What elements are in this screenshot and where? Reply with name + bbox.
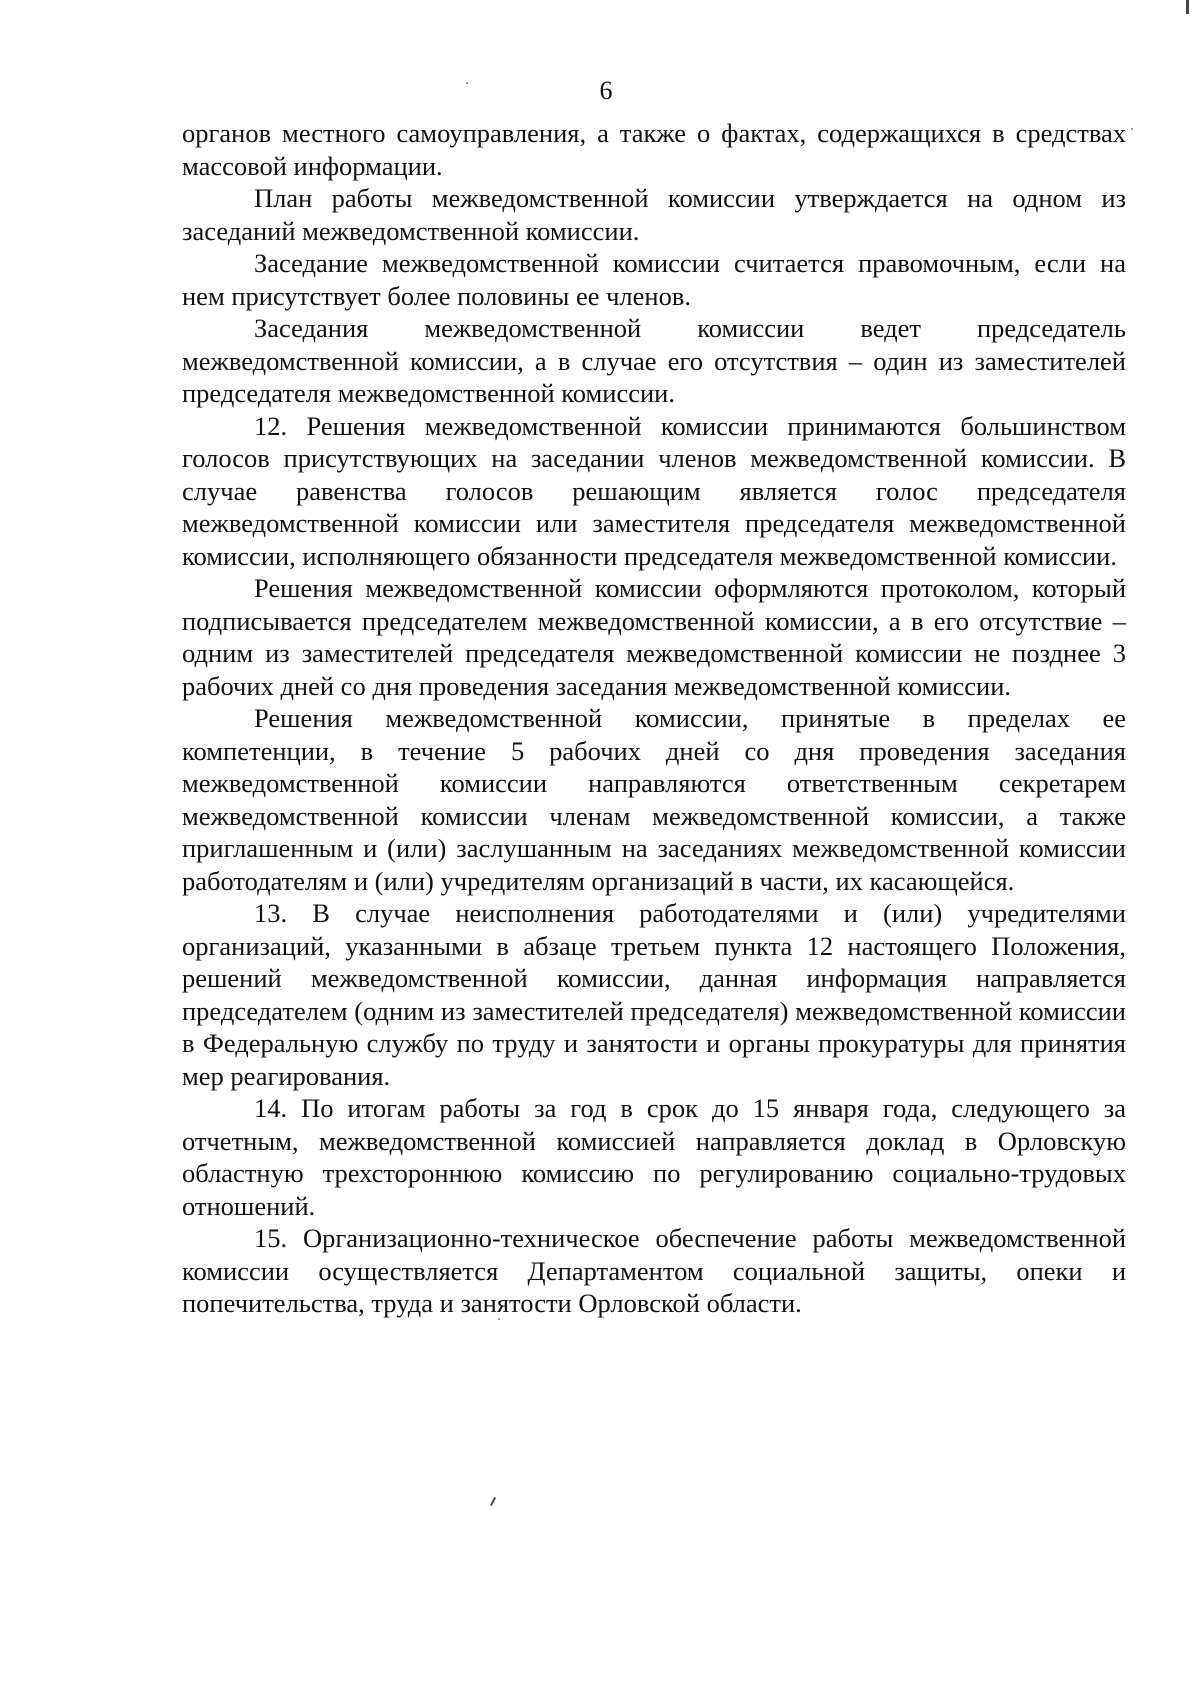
paragraph-chair: Заседания межведомственной комиссии ведет председатель межведомственной комиссии, а в случае его отсутствия – один из заместителей председателя межведомственной комиссии. (182, 313, 1126, 408)
paragraph-distribution: Решения межведомственной комиссии, принятые в пределах ее компетенции, в течение 5 рабочих дней со дня проведения заседания межведомственной комиссии направляются ответственным секретарем межведомственной комиссии членам межведомственной комиссии, а также приглашенным и (или) заслушанным на заседаниях межведомственной комиссии работодателям и (или) учредителям организаций в части, их касающейся. (182, 703, 1126, 896)
paragraph-item-15: 15. Организационно-техническое обеспечение работы межведомственной комиссии осуществляется Департаментом социальной защиты, опеки и попечительства, труда и занятости Орловской области. (182, 1223, 1126, 1318)
paragraph-quorum: Заседание межведомственной комиссии считается правомочным, если на нем присутствует более половины ее членов. (182, 248, 1126, 311)
paragraph-item-14: 14. По итогам работы за год в срок до 15 января года, следующего за отчетным, межведомственной комиссией направляется доклад в Орловскую областную трехстороннюю комиссию по регулированию социально-трудовых отношений. (182, 1093, 1126, 1221)
paragraph-item-12: 12. Решения межведомственной комиссии принимаются большинством голосов присутствующих на заседании членов межведомственной комиссии. В случае равенства голосов решающим является голос председателя межведомственной комиссии или заместителя председателя межведомственной комиссии, исполняющего обязанности председателя межведомственной комиссии. (182, 410, 1126, 571)
scan-artifact-corner (1186, 0, 1189, 14)
document-body (182, 117, 1126, 1320)
page-number: 6 (599, 76, 613, 105)
paragraph-plan: План работы межведомственной комиссии утверждается на одном из заседаний межведомственной комиссии. (182, 183, 1126, 246)
scan-artifact-tick (490, 1497, 496, 1506)
paragraph-protocol: Решения межведомственной комиссии оформляются протоколом, который подписывается председателем межведомственной комиссии, а в его отсутствие – одним из заместителей председателя межведомственной комиссии не позднее 3 рабочих дней со дня проведения заседания межведомственной комиссии. (182, 573, 1126, 701)
scan-artifact-dot (1131, 128, 1133, 130)
paragraph-item-13: 13. В случае неисполнения работодателями и (или) учредителями организаций, указанными в абзаце третьем пункта 12 настоящего Положения, решений межведомственной комиссии, данная информация направляется председателем (одним из заместителей председателя) межведомственной комиссии в Федеральную службу по труду и занятости и органы прокуратуры для принятия мер реагирования. (182, 898, 1126, 1091)
paragraph-continuation: органов местного самоуправления, а также о фактах, содержащихся в средствах массовой информации. (182, 118, 1126, 181)
